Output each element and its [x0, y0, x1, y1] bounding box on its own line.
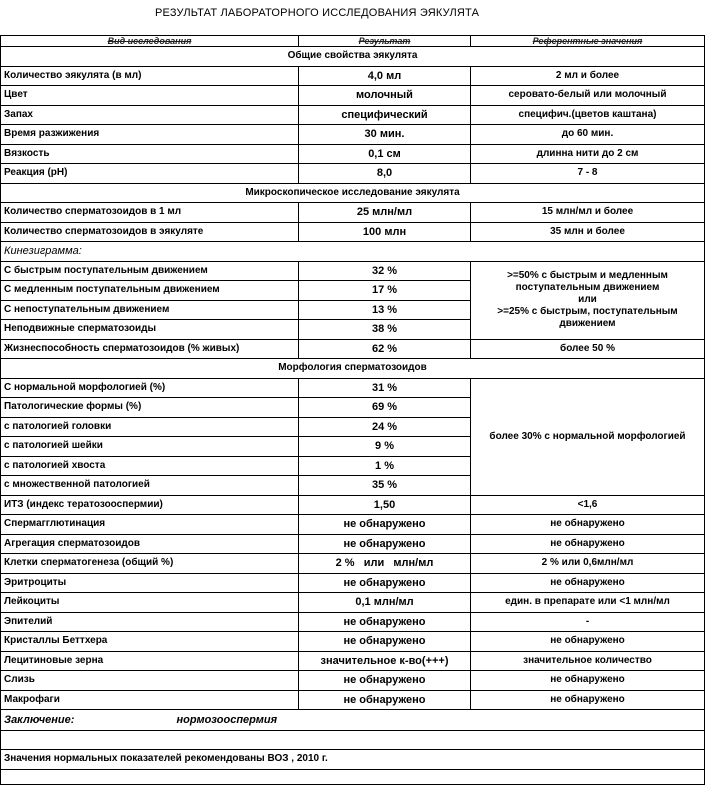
- ref-cell: более 50 %: [471, 339, 705, 359]
- param-cell: Реакция (pH): [1, 164, 299, 184]
- result-cell: 9 %: [299, 437, 471, 457]
- ref-cell: не обнаружено: [471, 671, 705, 691]
- result-cell: 32 %: [299, 261, 471, 281]
- param-cell: Патологические формы (%): [1, 398, 299, 418]
- table-row: [1, 632, 705, 652]
- header-result: Результат: [299, 36, 471, 47]
- result-cell: 38 %: [299, 320, 471, 340]
- table-row: [1, 164, 705, 184]
- conclusion-row: [1, 710, 705, 731]
- param-cell: Спермагглютинация: [1, 515, 299, 535]
- table-row: [1, 671, 705, 691]
- header-type: Вид исследования: [1, 36, 299, 47]
- param-cell: Количество эякулята (в мл): [1, 66, 299, 86]
- ref-cell: 15 млн/мл и более: [471, 203, 705, 223]
- section-kinesigram: Кинезиграмма:: [1, 242, 705, 262]
- result-cell: не обнаружено: [299, 612, 471, 632]
- results-table: [0, 35, 705, 785]
- table-row: [1, 378, 705, 398]
- ref-cell: не обнаружено: [471, 632, 705, 652]
- morphology-reference: более 30% с нормальной морфологией: [471, 378, 705, 495]
- result-cell: не обнаружено: [299, 671, 471, 691]
- table-row: [1, 125, 705, 145]
- ref-cell: <1,6: [471, 495, 705, 515]
- param-cell: Количество сперматозоидов в эякуляте: [1, 222, 299, 242]
- param-cell: С нормальной морфологией (%): [1, 378, 299, 398]
- param-cell: Слизь: [1, 671, 299, 691]
- table-row: [1, 261, 705, 281]
- param-cell: с патологией хвоста: [1, 456, 299, 476]
- param-cell: Вязкость: [1, 144, 299, 164]
- param-cell: Время разжижения: [1, 125, 299, 145]
- table-row: [1, 515, 705, 535]
- table-row: [1, 86, 705, 106]
- ref-cell: не обнаружено: [471, 534, 705, 554]
- result-cell: молочный: [299, 86, 471, 106]
- result-cell: не обнаружено: [299, 632, 471, 652]
- result-cell: 25 млн/мл: [299, 203, 471, 223]
- header-reference: Референтные значения: [471, 36, 705, 47]
- param-cell: Запах: [1, 105, 299, 125]
- result-cell: 0,1 см: [299, 144, 471, 164]
- param-cell: с множественной патологией: [1, 476, 299, 496]
- param-cell: Эритроциты: [1, 573, 299, 593]
- page-title: РЕЗУЛЬТАТ ЛАБОРАТОРНОГО ИССЛЕДОВАНИЯ ЭЯКУЛЯТА: [155, 7, 480, 19]
- param-cell: С быстрым поступательным движением: [1, 261, 299, 281]
- blank-row: [1, 769, 705, 784]
- result-cell: 2 % или млн/мл: [299, 554, 471, 574]
- ref-cell: не обнаружено: [471, 690, 705, 710]
- section-micro: Микроскопическое исследование эякулята: [1, 183, 705, 203]
- param-cell: Лейкоциты: [1, 593, 299, 613]
- ref-cell: 7 - 8: [471, 164, 705, 184]
- table-header: [1, 36, 705, 47]
- param-cell: Количество сперматозоидов в 1 мл: [1, 203, 299, 223]
- result-cell: 4,0 мл: [299, 66, 471, 86]
- table-row: [1, 66, 705, 86]
- result-cell: 30 мин.: [299, 125, 471, 145]
- param-cell: с патологией головки: [1, 417, 299, 437]
- result-cell: 17 %: [299, 281, 471, 301]
- ref-cell: един. в препарате или <1 млн/мл: [471, 593, 705, 613]
- result-cell: 35 %: [299, 476, 471, 496]
- table-row: [1, 144, 705, 164]
- table-row: [1, 105, 705, 125]
- result-cell: 62 %: [299, 339, 471, 359]
- param-cell: Эпителий: [1, 612, 299, 632]
- result-cell: 0,1 млн/мл: [299, 593, 471, 613]
- result-cell: 1 %: [299, 456, 471, 476]
- param-cell: Неподвижные сперматозоиды: [1, 320, 299, 340]
- table-row: [1, 222, 705, 242]
- result-cell: 31 %: [299, 378, 471, 398]
- table-row: [1, 690, 705, 710]
- param-cell: Жизнеспособность сперматозоидов (% живых): [1, 339, 299, 359]
- table-row: [1, 651, 705, 671]
- result-cell: не обнаружено: [299, 515, 471, 535]
- ref-cell: не обнаружено: [471, 573, 705, 593]
- param-cell: С непоступательным движением: [1, 300, 299, 320]
- param-cell: Клетки сперматогенеза (общий %): [1, 554, 299, 574]
- conclusion-value: нормозооспермия: [299, 710, 705, 731]
- result-cell: 100 млн: [299, 222, 471, 242]
- table-row: [1, 554, 705, 574]
- result-cell: 1,50: [299, 495, 471, 515]
- section-morphology: Морфология сперматозоидов: [1, 359, 705, 379]
- table-row: [1, 203, 705, 223]
- ref-cell: 2 % или 0,6млн/мл: [471, 554, 705, 574]
- table-row: [1, 612, 705, 632]
- result-cell: 24 %: [299, 417, 471, 437]
- kinesigram-reference: >=50% с быстрым и медленным поступательным движением или >=25% с быстрым, поступательным движением: [471, 261, 705, 339]
- result-cell: не обнаружено: [299, 690, 471, 710]
- table-row: [1, 534, 705, 554]
- ref-cell: значительное количество: [471, 651, 705, 671]
- result-cell: не обнаружено: [299, 573, 471, 593]
- param-cell: с патологией шейки: [1, 437, 299, 457]
- param-cell: С медленным поступательным движением: [1, 281, 299, 301]
- ref-cell: специфич.(цветов каштана): [471, 105, 705, 125]
- param-cell: Кристаллы Беттхера: [1, 632, 299, 652]
- ref-cell: сероватo-белый или молочный: [471, 86, 705, 106]
- section-general: Общие свойства эякулята: [1, 47, 705, 67]
- param-cell: Лецитиновые зерна: [1, 651, 299, 671]
- result-cell: 69 %: [299, 398, 471, 418]
- blank-row: [1, 731, 705, 750]
- result-cell: 13 %: [299, 300, 471, 320]
- table-row: [1, 495, 705, 515]
- ref-cell: до 60 мин.: [471, 125, 705, 145]
- param-cell: Агрегация сперматозоидов: [1, 534, 299, 554]
- ref-cell: 35 млн и более: [471, 222, 705, 242]
- result-cell: значительное к-во(+++): [299, 651, 471, 671]
- ref-cell: -: [471, 612, 705, 632]
- ref-cell: длинна нити до 2 см: [471, 144, 705, 164]
- param-cell: ИТЗ (индекс тератозооспермии): [1, 495, 299, 515]
- ref-cell: 2 мл и более: [471, 66, 705, 86]
- table-row: [1, 593, 705, 613]
- result-cell: специфический: [299, 105, 471, 125]
- param-cell: Макрофаги: [1, 690, 299, 710]
- param-cell: Цвет: [1, 86, 299, 106]
- result-cell: не обнаружено: [299, 534, 471, 554]
- who-note: Значения нормальных показателей рекомендованы ВОЗ , 2010 г.: [1, 750, 705, 770]
- result-cell: 8,0: [299, 164, 471, 184]
- table-row: [1, 573, 705, 593]
- table-row: [1, 339, 705, 359]
- ref-cell: не обнаружено: [471, 515, 705, 535]
- conclusion-label: Заключение:: [1, 710, 299, 731]
